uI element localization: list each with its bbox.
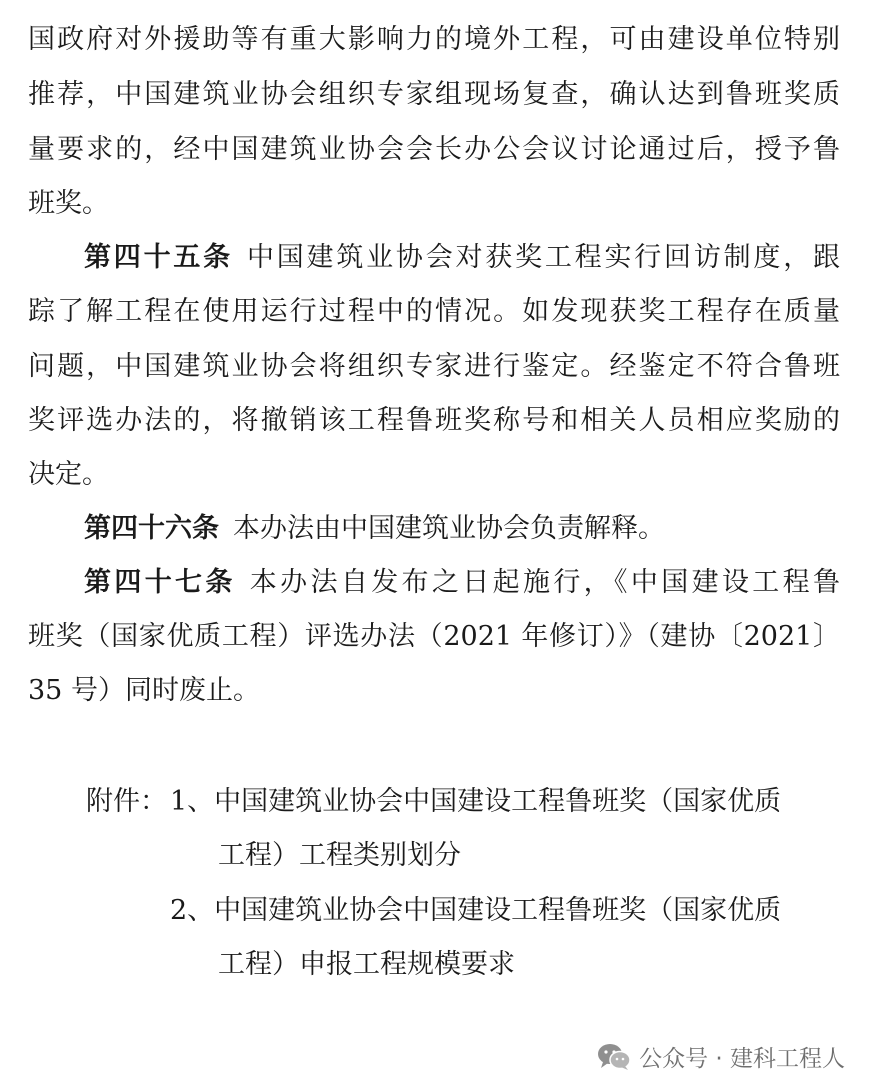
article-45-line-3: 问题，中国建筑业协会将组织专家进行鉴定。经鉴定不符合鲁班 (28, 351, 840, 382)
article-46-heading: 第四十六条 (84, 513, 219, 544)
article-45-line-2: 踪了解工程在使用运行过程中的情况。如发现获奖工程存在质量 (28, 296, 840, 327)
wechat-icon (597, 1043, 631, 1071)
article-45-line-5: 决定。 (28, 459, 109, 490)
article-45-line-4: 奖评选办法的，将撤销该工程鲁班奖称号和相关人员相应奖励的 (28, 405, 840, 436)
watermark-text: 公众号 · 建科工程人 (639, 1046, 845, 1072)
attachment-2-line-1: 2、中国建筑业协会中国建设工程鲁班奖（国家优质 (170, 895, 782, 926)
article-46-line (84, 509, 840, 549)
article-47-line-3: 35 号）同时废止。 (28, 675, 260, 706)
article-47-heading: 第四十七条 (84, 567, 236, 598)
intro-line-1: 国政府对外援助等有重大影响力的境外工程，可由建设单位特别 (28, 24, 840, 55)
article-45-heading: 第四十五条 (84, 242, 233, 273)
article-45-text-1: 中国建筑业协会对获奖工程实行回访制度，跟 (246, 242, 840, 273)
attachment-1-line-1: 1、中国建筑业协会中国建设工程鲁班奖（国家优质 (170, 786, 782, 817)
intro-line-3: 量要求的，经中国建筑业协会会长办公会议讨论通过后，授予鲁 (28, 134, 840, 165)
article-46-text: 本办法由中国建筑业协会负责解释。 (233, 513, 665, 544)
article-45-line-1 (84, 238, 840, 278)
intro-line-2: 推荐，中国建筑业协会组织专家组现场复查，确认达到鲁班奖质 (28, 79, 840, 110)
attachments-label: 附件： (86, 786, 167, 817)
attachment-2-line-2: 工程）申报工程规模要求 (218, 949, 515, 980)
article-47-line-1 (84, 563, 840, 603)
attachment-1-line-2: 工程）工程类别划分 (218, 840, 461, 871)
article-47-line-2: 班奖（国家优质工程）评选办法（2021 年修订）》（建协〔2021〕 (28, 621, 840, 652)
article-47-text-1: 本办法自发布之日起施行，《中国建设工程鲁 (249, 567, 840, 598)
watermark (597, 1040, 845, 1073)
intro-line-4: 班奖。 (28, 188, 109, 219)
